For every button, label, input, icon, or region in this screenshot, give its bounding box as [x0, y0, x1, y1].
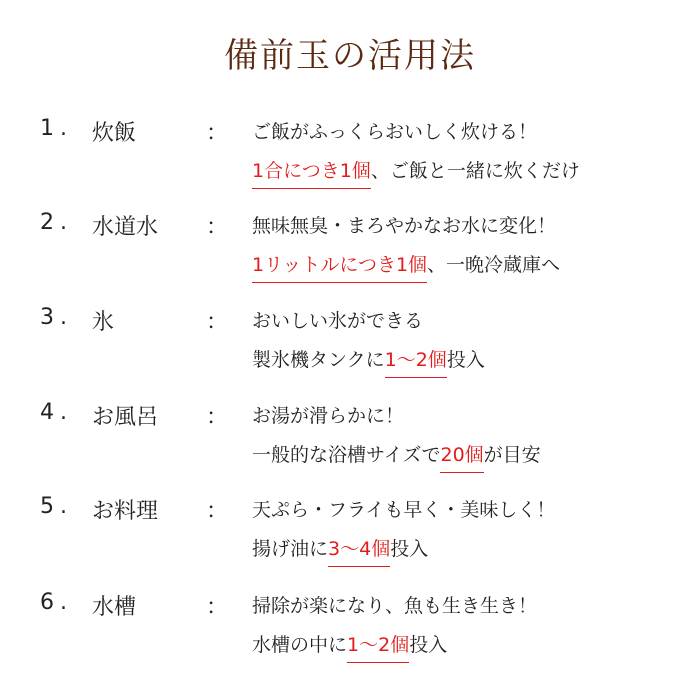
instruction-suffix: 、ご飯と一緒に炊くだけ	[370, 160, 580, 182]
item-number: 6.	[40, 590, 73, 615]
item-instruction	[252, 630, 447, 657]
item-description: 無味無臭・まろやかなお水に変化！	[252, 215, 557, 237]
instruction-prefix: 揚げ油に	[252, 538, 329, 560]
item-name: 水槽	[92, 595, 137, 620]
item-name: お風呂	[92, 405, 159, 430]
item-instruction	[252, 440, 541, 467]
item-instruction	[252, 534, 428, 561]
usage-item-ice	[0, 305, 700, 395]
instruction-suffix: 投入	[390, 538, 429, 560]
instruction-highlight: 1〜2個	[347, 634, 409, 663]
usage-item-cooking	[0, 494, 700, 584]
item-number: 1.	[40, 116, 73, 141]
instruction-prefix: 一般的な浴槽サイズで	[252, 444, 441, 466]
item-number: 2.	[40, 210, 73, 235]
item-name: お料理	[92, 499, 159, 524]
item-number: 4.	[40, 400, 73, 425]
item-number: 3.	[40, 305, 73, 330]
instruction-suffix: 投入	[446, 349, 485, 371]
item-description: おいしい氷ができる	[252, 310, 424, 332]
item-description: お湯が滑らかに！	[252, 405, 405, 427]
item-colon: ：	[206, 499, 229, 524]
instruction-highlight: 3〜4個	[328, 538, 390, 567]
instruction-highlight: 1リットルにつき1個	[252, 254, 427, 283]
item-colon: ：	[206, 595, 229, 620]
instruction-prefix: 水槽の中に	[252, 634, 348, 656]
item-instruction	[252, 250, 560, 277]
instruction-suffix: が目安	[483, 444, 541, 466]
usage-item-aquarium	[0, 590, 700, 680]
item-description: ご飯がふっくらおいしく炊ける！	[252, 121, 538, 143]
item-colon: ：	[206, 215, 229, 240]
instruction-suffix: 、一晩冷蔵庫へ	[427, 254, 561, 276]
item-name: 氷	[92, 310, 115, 335]
item-colon: ：	[206, 121, 229, 146]
item-name: 炊飯	[92, 121, 137, 146]
page-title: 備前玉の活用法	[224, 36, 476, 76]
usage-item-rice	[0, 116, 700, 206]
instruction-suffix: 投入	[409, 634, 448, 656]
instruction-prefix: 製氷機タンクに	[252, 349, 385, 371]
usage-item-tap-water	[0, 210, 700, 300]
instruction-highlight: 1〜2個	[385, 349, 447, 378]
usage-item-bath	[0, 400, 700, 490]
item-description: 掃除が楽になり、魚も生き生き！	[252, 595, 538, 617]
instruction-highlight: 20個	[440, 444, 483, 473]
instruction-highlight: 1合につき1個	[252, 160, 371, 189]
item-number: 5.	[40, 494, 73, 519]
item-instruction	[252, 156, 580, 183]
item-colon: ：	[206, 310, 229, 335]
item-colon: ：	[206, 405, 229, 430]
item-description: 天ぷら・フライも早く・美味しく！	[252, 499, 556, 521]
item-instruction	[252, 345, 485, 372]
item-name: 水道水	[92, 215, 159, 240]
